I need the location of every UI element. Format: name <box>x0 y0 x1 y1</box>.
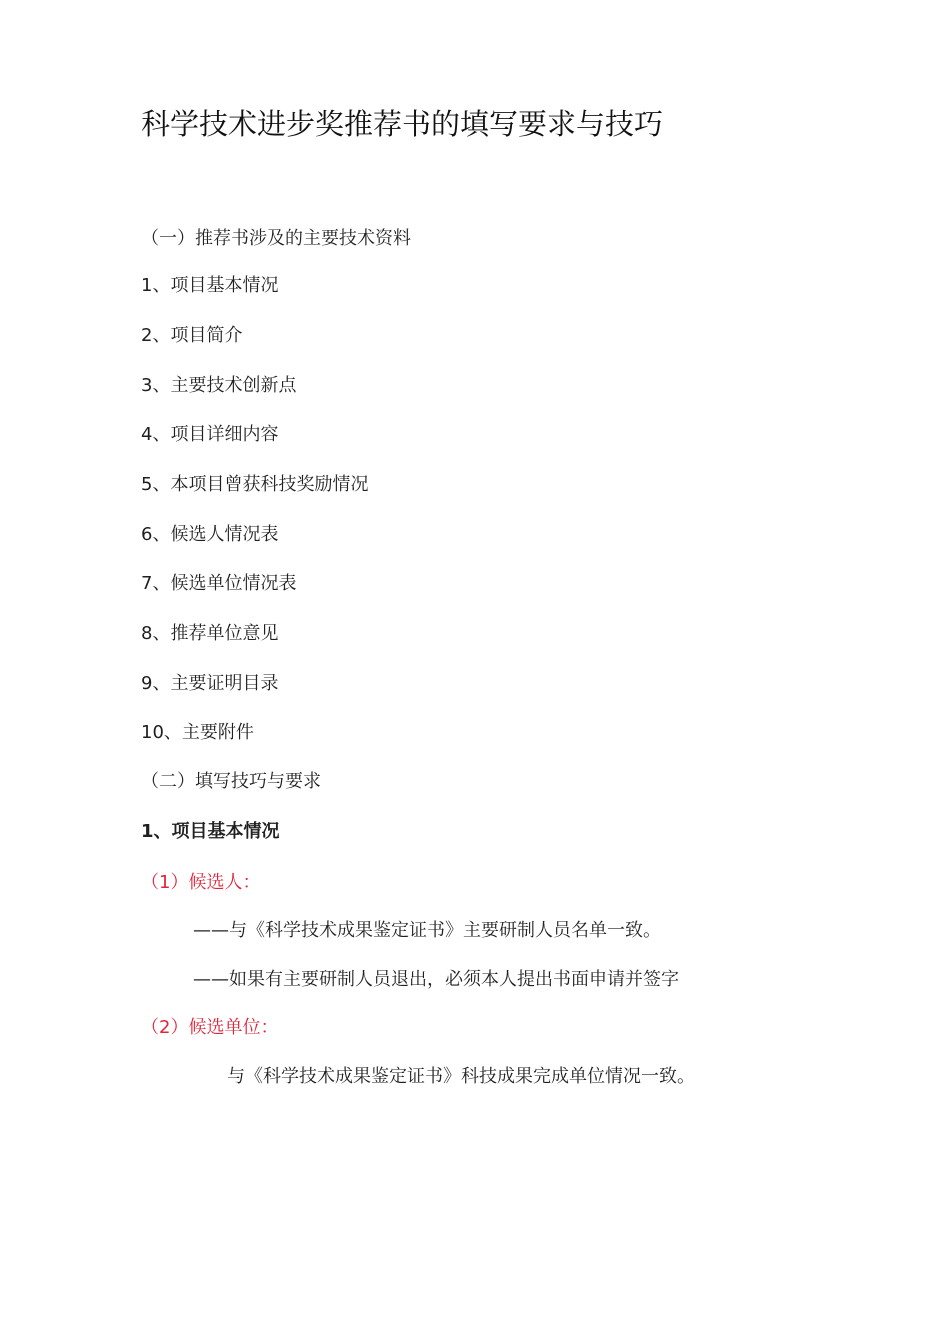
list-item: 5、本项目曾获科技奖励情况 <box>141 474 369 495</box>
list-item: 9、主要证明目录 <box>141 673 279 694</box>
list-item: 10、主要附件 <box>141 722 254 743</box>
section2-heading: （二）填写技巧与要求 <box>141 771 321 792</box>
list-item: 6、候选人情况表 <box>141 524 279 545</box>
item1-line: ——与《科学技术成果鉴定证书》主要研制人员名单一致。 <box>193 920 661 941</box>
list-item: 2、项目简介 <box>141 325 243 346</box>
list-item: 4、项目详细内容 <box>141 424 279 445</box>
item1-label: （1）候选人： <box>141 872 261 893</box>
section1-heading: （一）推荐书涉及的主要技术资料 <box>141 228 411 249</box>
item2-text: 与《科学技术成果鉴定证书》科技成果完成单位情况一致。 <box>227 1066 695 1087</box>
subsection1-heading: 1、项目基本情况 <box>141 821 280 842</box>
document-title: 科学技术进步奖推荐书的填写要求与技巧 <box>141 107 664 141</box>
item1-line: ——如果有主要研制人员退出，必须本人提出书面申请并签字 <box>193 969 679 990</box>
item2-label: （2）候选单位： <box>141 1017 279 1038</box>
list-item: 1、项目基本情况 <box>141 275 279 296</box>
list-item: 7、候选单位情况表 <box>141 573 297 594</box>
list-item: 8、推荐单位意见 <box>141 623 279 644</box>
list-item: 3、主要技术创新点 <box>141 375 297 396</box>
